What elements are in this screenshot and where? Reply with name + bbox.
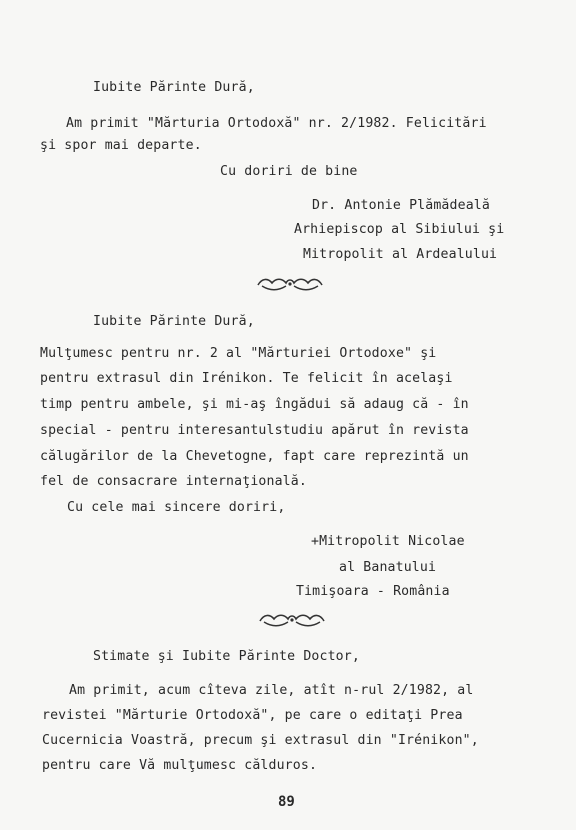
letter-2-signature-place: Timişoara - România xyxy=(296,584,450,599)
letter-2-body-line: Mulţumesc pentru nr. 2 al "Mărturiei Ortodoxe" şi xyxy=(40,346,437,361)
letter-1-body-line: şi spor mai departe. xyxy=(40,138,202,153)
letter-3-body-line: Cucernicia Voastră, precum şi extrasul din "Irénikon", xyxy=(42,733,479,748)
letter-3-body-line: pentru care Vă mulţumesc călduros. xyxy=(42,758,318,773)
letter-2-body-line: călugărilor de la Chevetogne, fapt care reprezintă un xyxy=(40,449,469,464)
letter-2-body-line: special - pentru interesantulstudiu apărut în revista xyxy=(40,423,469,438)
letter-2-salutation: Iubite Părinte Dură, xyxy=(93,314,255,329)
letter-1-signature-title: Mitropolit al Ardealului xyxy=(303,247,498,262)
letter-1-body-line: Am primit "Mărturia Ortodoxă" nr. 2/1982. Felicitări xyxy=(66,116,487,131)
ornament-divider-icon xyxy=(258,612,326,628)
letter-2-body-line: fel de consacrare internaţională. xyxy=(40,474,307,489)
page-number: 89 xyxy=(278,794,295,810)
letter-1-salutation: Iubite Părinte Dură, xyxy=(93,80,255,95)
letter-1-signature-name: Dr. Antonie Plămădeală xyxy=(312,198,490,213)
letter-3-body-line: revistei "Mărturie Ortodoxă", pe care o editaţi Prea xyxy=(42,708,463,723)
letter-1-closing: Cu doriri de bine xyxy=(220,164,358,179)
letter-3-body-line: Am primit, acum cîteva zile, atît n-rul 2/1982, al xyxy=(69,683,474,698)
letter-2-closing: Cu cele mai sincere doriri, xyxy=(67,500,286,515)
letter-2-body-line: pentru extrasul din Irénikon. Te felicit în acelaşi xyxy=(40,371,453,386)
letter-2-signature-name: +Mitropolit Nicolae xyxy=(311,534,465,549)
letter-2-signature-title: al Banatului xyxy=(339,560,437,575)
ornament-divider-icon xyxy=(256,276,324,292)
letter-2-body-line: timp pentru ambele, şi mi-aş îngădui să adaug că - în xyxy=(40,397,469,412)
letter-1-signature-title: Arhiepiscop al Sibiului şi xyxy=(294,222,505,237)
letter-3-salutation: Stimate şi Iubite Părinte Doctor, xyxy=(93,649,360,664)
